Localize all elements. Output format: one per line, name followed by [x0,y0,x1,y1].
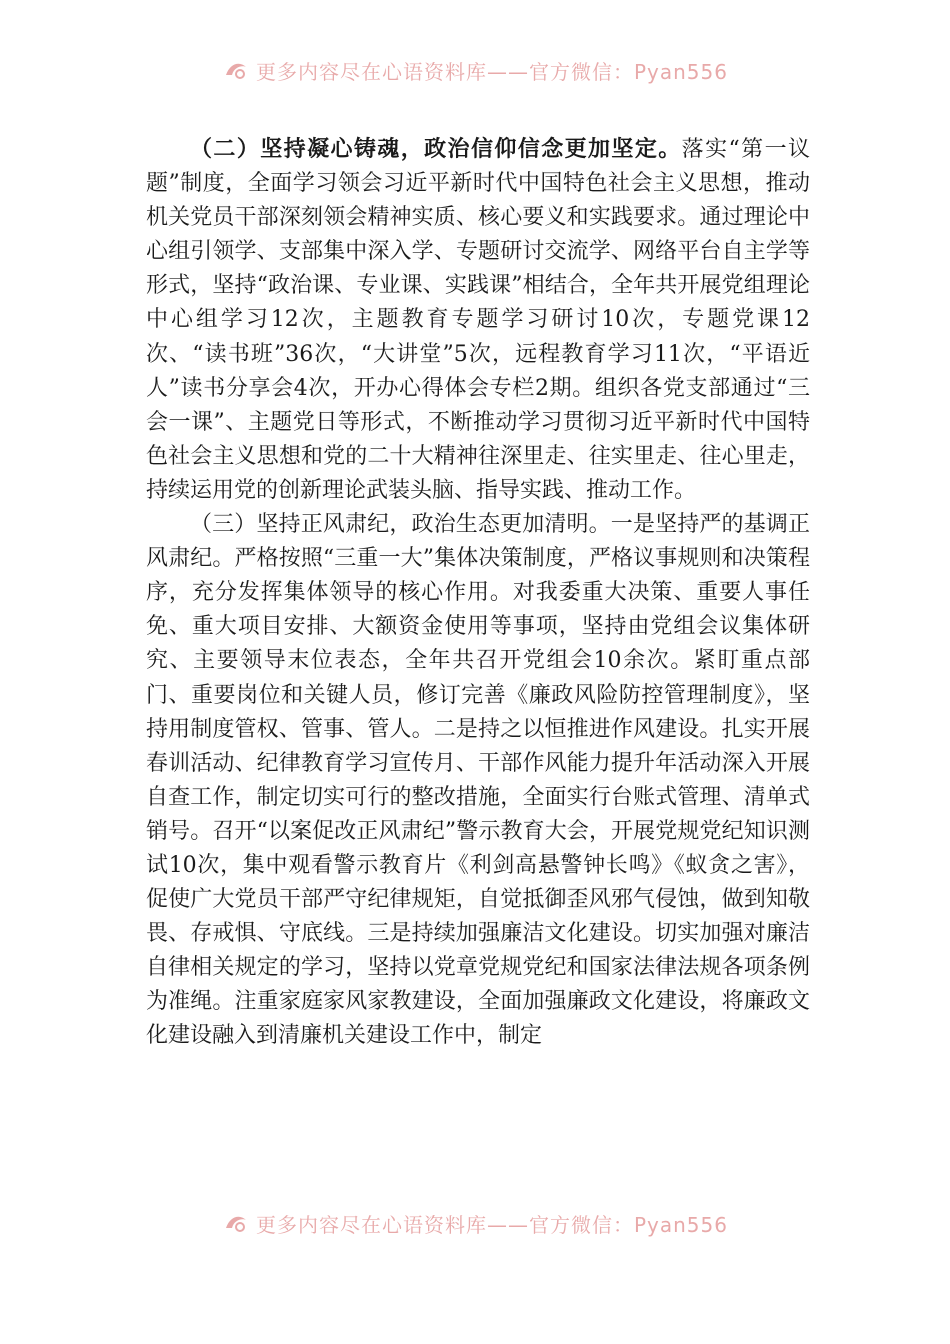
watermark-top [0,50,950,90]
logo-icon [222,1212,250,1234]
paragraph [146,132,810,508]
paragraph-text: 落实“第一议题”制度，全面学习领会习近平新时代中国特色社会主义思想，推动机关党员干部深刻领会精神实质、核心要义和实践要求。通过理论中心组引领学、支部集中深入学、专题研讨交流学、网络平台自主学等形式，坚持“政治课、专业课、实践课”相结合，全年共开展党组理论中心组学习12次，主题教育专题学习研讨10次，专题党课12次、“读书班”36次，“大讲堂”5次，远程教育学习11次，“平语近人”读书分享会4次，开办心得体会专栏2期。组织各党支部通过“三会一课”、主题党日等形式，不断推动学习贯彻习近平新时代中国特色社会主义思想和党的二十大精神往深里走、往实里走、往心里走，持续运用党的创新理论武装头脑、指导实践、推动工作。 [146,137,810,503]
watermark-bottom [0,1203,950,1243]
paragraph [146,508,810,1054]
paragraph-heading: （二）坚持凝心铸魂，政治信仰信念更加坚定。 [190,136,682,162]
document-body [146,132,810,1054]
watermark-text: 更多内容尽在心语资料库——官方微信：Pyan556 [255,1212,728,1237]
logo-icon [222,59,250,81]
paragraph-text: （三）坚持正风肃纪，政治生态更加清明。一是坚持严的基调正风肃纪。严格按照“三重一大”集体决策制度，严格议事规则和决策程序，充分发挥集体领导的核心作用。对我委重大决策、重要人事任免、重大项目安排、大额资金使用等事项，坚持由党组会议集体研究、主要领导末位表态，全年共召开党组会10余次。紧盯重点部门、重要岗位和关键人员，修订完善《廉政风险防控管理制度》，坚持用制度管权、管事、管人。二是持之以恒推进作风建设。扎实开展春训活动、纪律教育学习宣传月、干部作风能力提升年活动深入开展自查工作，制定切实可行的整改措施，全面实行台账式管理、清单式销号。召开“以案促改正风肃纪”警示教育大会，开展党规党纪知识测试10次，集中观看警示教育片《利剑高悬警钟长鸣》《蚁贪之害》，促使广大党员干部严守纪律规矩，自觉抵御歪风邪气侵蚀，做到知敬畏、存戒惧、守底线。三是持续加强廉洁文化建设。切实加强对廉洁自律相关规定的学习，坚持以党章党规党纪和国家法律法规各项条例为准绳。注重家庭家风家教建设，全面加强廉政文化建设，将廉政文化建设融入到清廉机关建设工作中，制定 [146,512,810,1049]
watermark-text: 更多内容尽在心语资料库——官方微信：Pyan556 [255,59,728,84]
